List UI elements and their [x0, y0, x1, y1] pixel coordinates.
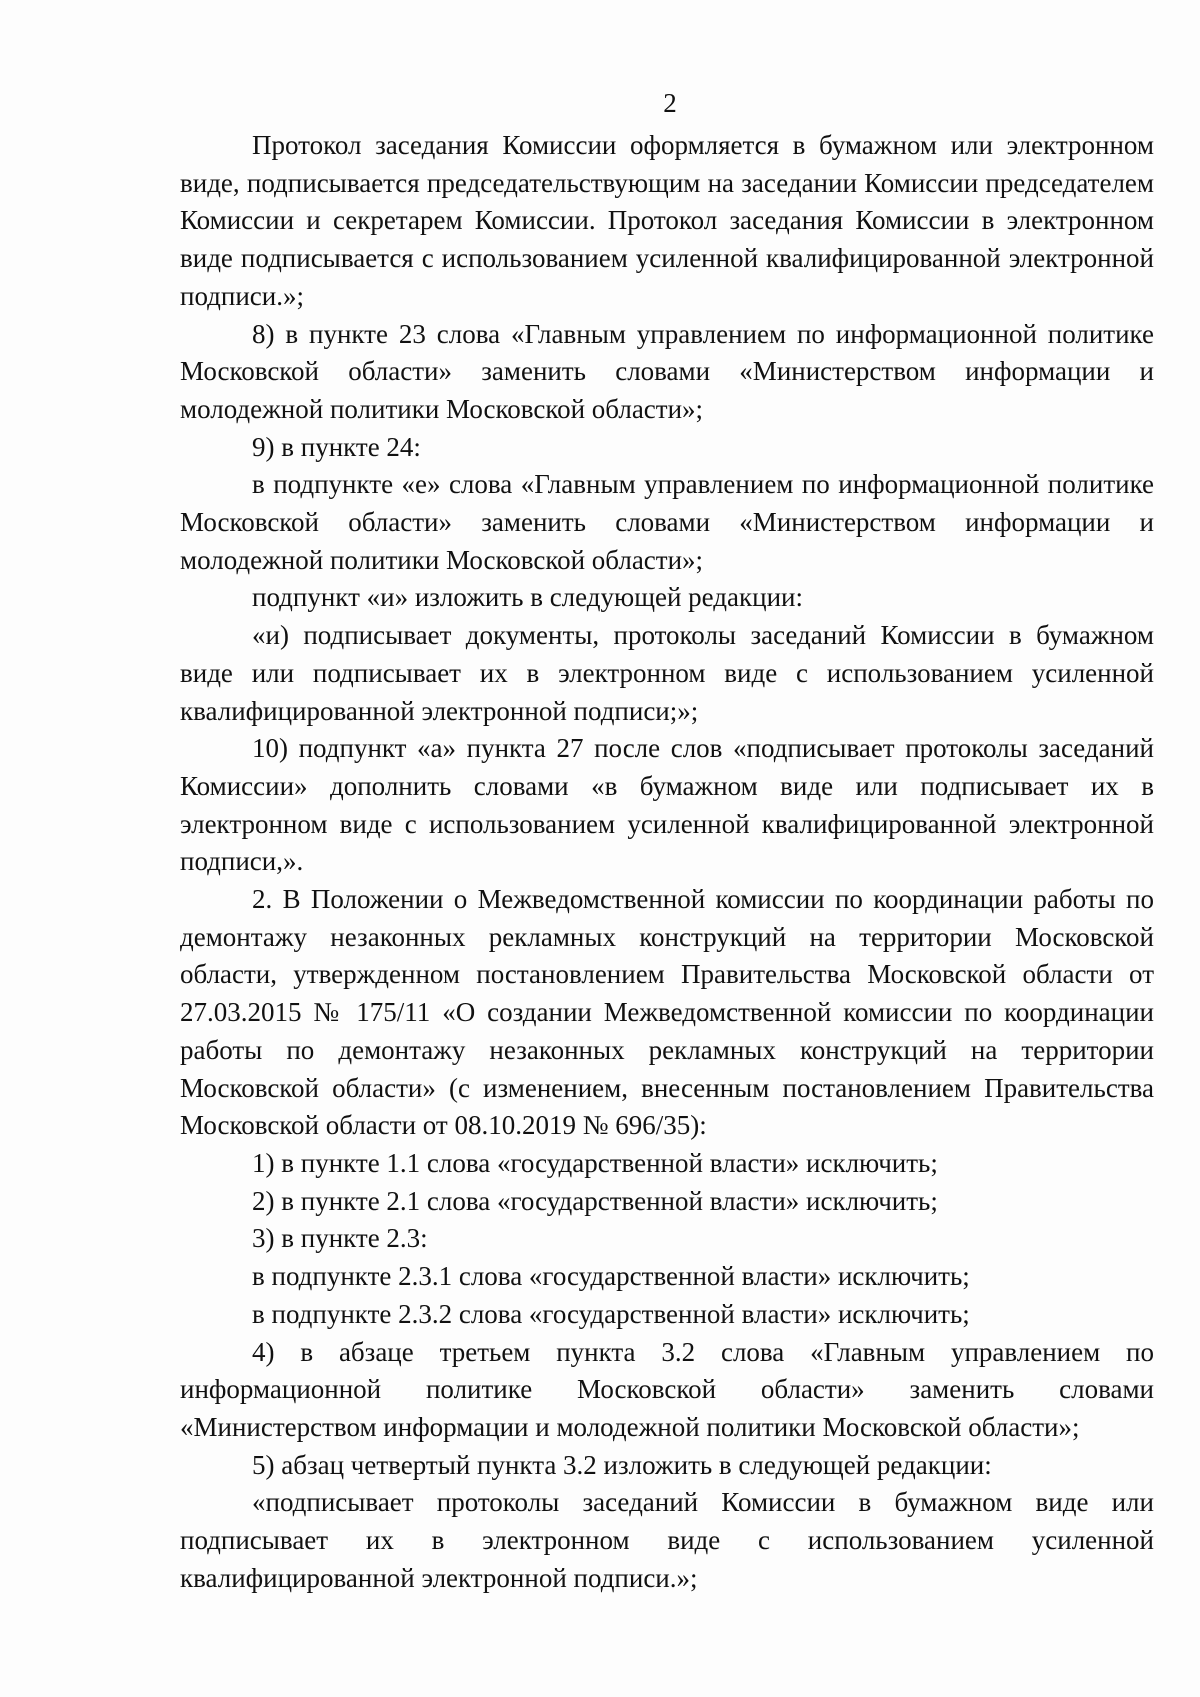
paragraph-item-9: 9) в пункте 24:	[252, 431, 421, 462]
document-body	[180, 127, 1154, 1597]
page-number: 2	[663, 88, 677, 118]
paragraph-subitem-e: в подпункте «е» слова «Главным управлением по информационной политике Московской области» заменить словами «Министерством информации и молодежной политики Московской области»;	[180, 469, 1154, 575]
paragraph-subitem-i-intro: подпункт «и» изложить в следующей редакции:	[252, 582, 803, 613]
paragraph-s2-item-5: 5) абзац четвертый пункта 3.2 изложить в следующей редакции:	[252, 1449, 992, 1480]
paragraph-s2-item-3: 3) в пункте 2.3:	[252, 1223, 428, 1254]
paragraph-item-8: 8) в пункте 23 слова «Главным управлением по информационной политике Московской области» заменить словами «Министерством информации и молодежной политики Московской области»;	[180, 318, 1154, 424]
paragraph-s2-item-2: 2) в пункте 2.1 слова «государственной власти» исключить;	[252, 1185, 938, 1216]
paragraph-s2-item-5-text: «подписывает протоколы заседаний Комиссии в бумажном виде или подписывает их в электронном виде с использованием усиленной квалифицированной электронной подписи.»;	[180, 1487, 1154, 1593]
paragraph-s2-subitem-2-3-2: в подпункте 2.3.2 слова «государственной власти» исключить;	[252, 1298, 970, 1329]
paragraph-s2-item-4: 4) в абзаце третьем пункта 3.2 слова «Главным управлением по информационной политике Московской области» заменить словами «Министерством информации и молодежной политики Московской области»;	[180, 1336, 1154, 1442]
paragraph-subitem-i-text: «и) подписывает документы, протоколы заседаний Комиссии в бумажном виде или подписывает их в электронном виде с использованием усиленной квалифицированной электронной подписи;»;	[180, 620, 1154, 726]
paragraph-section-2: 2. В Положении о Межведомственной комиссии по координации работы по демонтажу незаконных рекламных конструкций на территории Московской области, утвержденном постановлением Правительства Московской области от 27.03.2015 № 175/11 «О создании Межведомственной комиссии по координации работы по демонтажу незаконных рекламных конструкций на территории Московской области» (с изменением, внесенным постановлением Правительства Московской области от 08.10.2019 № 696/35):	[180, 884, 1154, 1141]
paragraph-s2-subitem-2-3-1: в подпункте 2.3.1 слова «государственной власти» исключить;	[252, 1261, 970, 1292]
paragraph-protocol: Протокол заседания Комиссии оформляется в бумажном или электронном виде, подписывается председательствующим на заседании Комиссии председателем Комиссии и секретарем Комиссии. Протокол заседания Комиссии в электронном виде подписывается с использованием усиленной квалифицированной электронной подписи.»;	[180, 130, 1154, 311]
paragraph-s2-item-1: 1) в пункте 1.1 слова «государственной власти» исключить;	[252, 1147, 938, 1178]
paragraph-item-10: 10) подпункт «а» пункта 27 после слов «подписывает протоколы заседаний Комиссии» дополнить словами «в бумажном виде или подписывает их в электронном виде с использованием усиленной квалифицированной электронной подписи,».	[180, 733, 1154, 877]
